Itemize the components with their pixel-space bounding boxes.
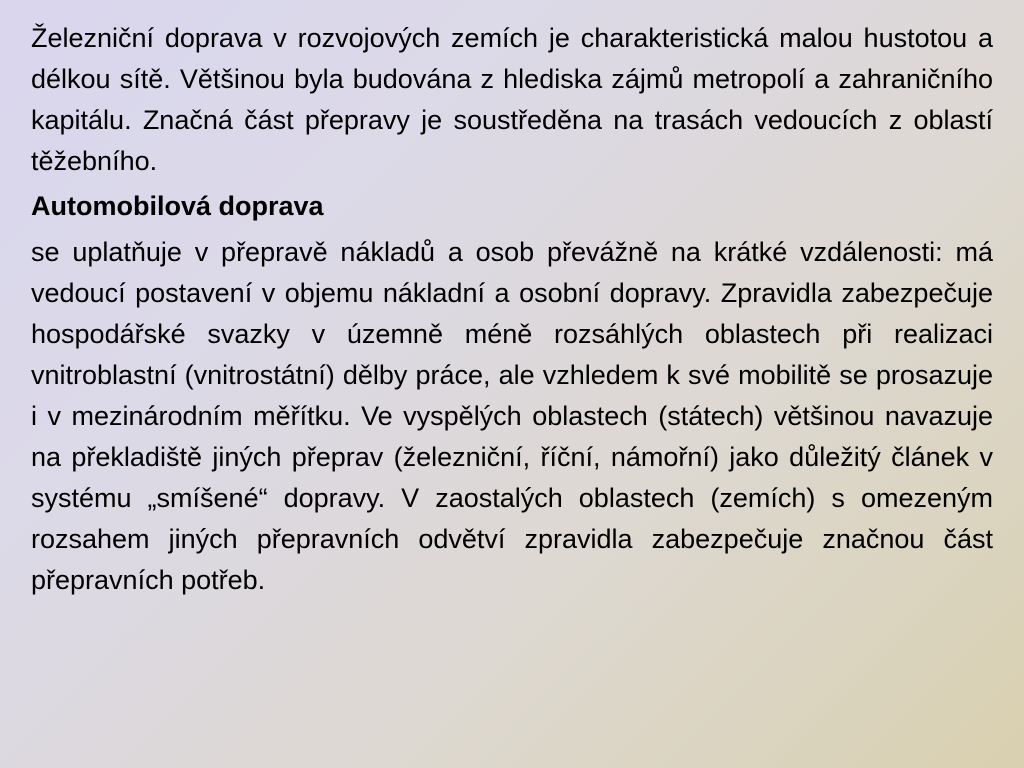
section-paragraph: se uplatňuje v přepravě nákladů a osob převážně na krátké vzdálenosti: má vedoucí postavení v objemu nákladní a osobní dopravy. Zpravidla zabezpečuje hospodářské svazky v územně méně rozsáhlých oblastech při realizaci vnitroblastní (vnitrostátní) dělby práce, ale vzhledem k své mobilitě se prosazuje i v mezinárodním měřítku. Ve vyspělých oblastech (státech) většinou navazuje na překladiště jiných přeprav (železniční, říční, námořní) jako důležitý článek v systému „smíšené“ dopravy. V zaostalých oblastech (zemích) s omezeným rozsahem jiných přepravních odvětví zpravidla zabezpečuje značnou část přepravních potřeb. [31, 237, 993, 595]
section-heading: Automobilová doprava [31, 191, 324, 221]
intro-paragraph: Železniční doprava v rozvojových zemích je charakteristická malou hustotou a délkou sítě. Většinou byla budována z hlediska zájmů metropolí a zahraničního kapitálu. Značná část přepravy je soustředěna na trasách vedoucích z oblastí těžebního. [31, 23, 993, 176]
slide-content [31, 18, 993, 601]
